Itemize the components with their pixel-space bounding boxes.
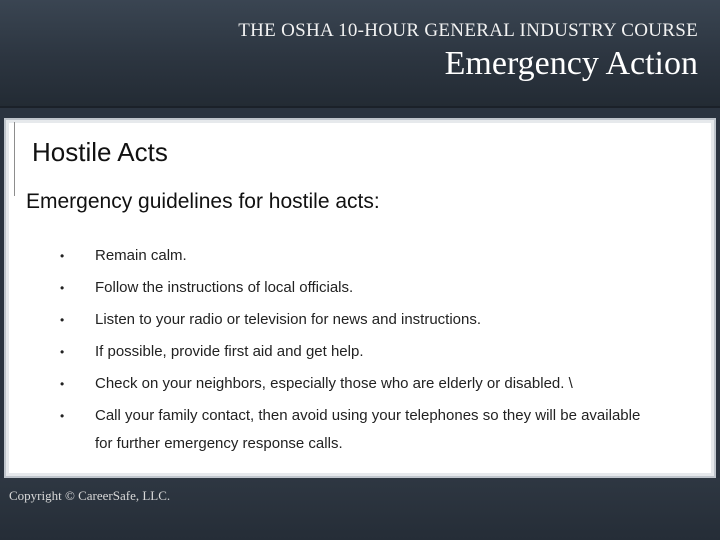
slide-subtitle: Emergency guidelines for hostile acts: bbox=[26, 190, 380, 213]
slide-title: Hostile Acts bbox=[32, 137, 168, 167]
guidelines-list bbox=[60, 242, 660, 462]
list-item bbox=[60, 306, 660, 334]
list-item bbox=[60, 402, 660, 458]
list-item-text: If possible, provide first aid and get help. bbox=[95, 343, 364, 360]
title-divider bbox=[14, 122, 15, 196]
section-title: Emergency Action bbox=[444, 45, 698, 82]
list-item bbox=[60, 338, 660, 366]
footer-banner bbox=[0, 478, 720, 540]
list-item-text: Check on your neighbors, especially those who are elderly or disabled. \ bbox=[95, 375, 573, 392]
list-item-text: Follow the instructions of local officials. bbox=[95, 279, 354, 296]
list-item bbox=[60, 370, 660, 398]
bullet-icon: • bbox=[60, 249, 65, 263]
list-item bbox=[60, 274, 660, 302]
copyright-text: Copyright © CareerSafe, LLC. bbox=[9, 488, 171, 503]
list-item-text: Listen to your radio or television for news and instructions. bbox=[95, 311, 482, 328]
list-item-text: Remain calm. bbox=[95, 247, 187, 264]
header-banner bbox=[0, 0, 720, 108]
bullet-icon: • bbox=[60, 281, 65, 295]
list-item-text: Call your family contact, then avoid using your telephones so they will be available for further emergency response calls. bbox=[95, 407, 641, 452]
bullet-icon: • bbox=[60, 377, 65, 391]
bullet-icon: • bbox=[60, 409, 65, 423]
course-title: THE OSHA 10-HOUR GENERAL INDUSTRY COURSE bbox=[238, 20, 698, 41]
list-item bbox=[60, 242, 660, 270]
bullet-icon: • bbox=[60, 345, 65, 359]
bullet-icon: • bbox=[60, 313, 65, 327]
